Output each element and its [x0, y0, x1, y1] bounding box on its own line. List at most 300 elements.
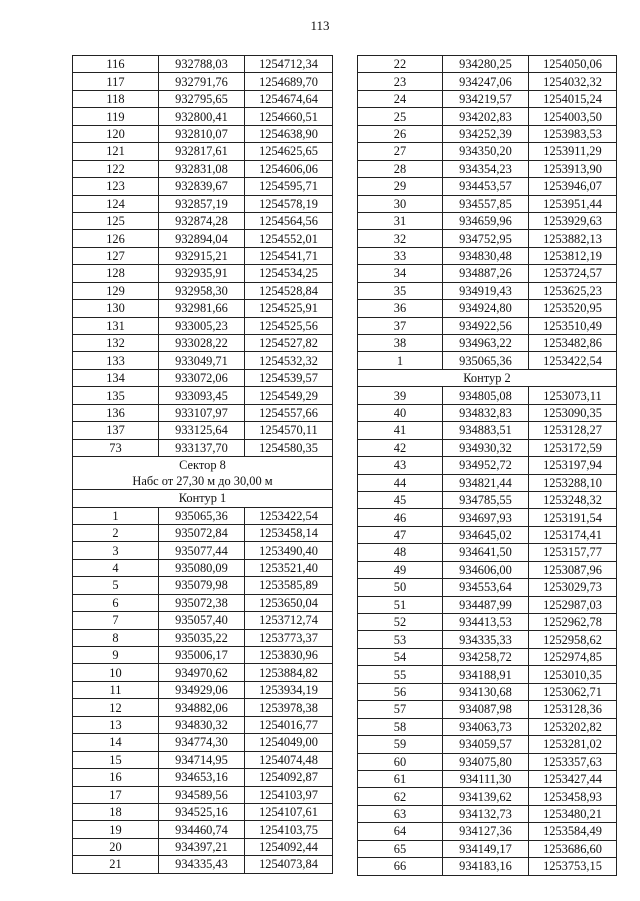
table-row [358, 422, 617, 439]
point-number-cell: 38 [358, 335, 443, 352]
point-number-cell: 48 [358, 544, 443, 561]
x-coordinate-cell: 932958,30 [159, 282, 245, 299]
y-coordinate-cell: 1254595,71 [245, 178, 333, 195]
x-coordinate-cell: 932874,28 [159, 212, 245, 229]
y-coordinate-cell: 1254578,19 [245, 195, 333, 212]
table-row [73, 699, 333, 716]
point-number-cell: 131 [73, 317, 159, 334]
point-number-cell: 122 [73, 160, 159, 177]
x-coordinate-cell: 933005,23 [159, 317, 245, 334]
table-row [73, 769, 333, 786]
point-number-cell: 9 [73, 647, 159, 664]
y-coordinate-cell: 1254015,24 [529, 90, 617, 107]
table-row [73, 73, 333, 90]
section-header-cell [73, 457, 333, 490]
x-coordinate-cell: 934280,25 [443, 56, 529, 73]
table-row [73, 125, 333, 142]
table-row [358, 178, 617, 195]
table-row [358, 247, 617, 264]
point-number-cell: 1 [73, 507, 159, 524]
point-number-cell: 35 [358, 282, 443, 299]
y-coordinate-cell: 1254016,77 [245, 716, 333, 733]
x-coordinate-cell: 933125,64 [159, 422, 245, 439]
table-row [73, 507, 333, 524]
table-row [73, 195, 333, 212]
point-number-cell: 46 [358, 509, 443, 526]
point-number-cell: 8 [73, 629, 159, 646]
x-coordinate-cell: 933049,71 [159, 352, 245, 369]
y-coordinate-cell: 1254549,29 [245, 387, 333, 404]
y-coordinate-cell: 1253753,15 [529, 858, 617, 875]
x-coordinate-cell: 932857,19 [159, 195, 245, 212]
y-coordinate-cell: 1254625,65 [245, 143, 333, 160]
point-number-cell: 24 [358, 90, 443, 107]
table-row [73, 108, 333, 125]
x-coordinate-cell: 934557,85 [443, 195, 529, 212]
y-coordinate-cell: 1253029,73 [529, 579, 617, 596]
section-header-row [73, 457, 333, 490]
point-number-cell: 62 [358, 788, 443, 805]
y-coordinate-cell: 1253951,44 [529, 195, 617, 212]
y-coordinate-cell: 1253128,36 [529, 701, 617, 718]
table-row [73, 821, 333, 838]
x-coordinate-cell: 932810,07 [159, 125, 245, 142]
table-row [358, 701, 617, 718]
point-number-cell: 54 [358, 648, 443, 665]
table-row [73, 300, 333, 317]
table-row [73, 751, 333, 768]
point-number-cell: 58 [358, 718, 443, 735]
x-coordinate-cell: 932981,66 [159, 300, 245, 317]
y-coordinate-cell: 1253087,96 [529, 561, 617, 578]
y-coordinate-cell: 1253978,38 [245, 699, 333, 716]
y-coordinate-cell: 1254107,61 [245, 803, 333, 820]
point-number-cell: 120 [73, 125, 159, 142]
y-coordinate-cell: 1253510,49 [529, 317, 617, 334]
point-number-cell: 36 [358, 300, 443, 317]
x-coordinate-cell: 934354,23 [443, 160, 529, 177]
table-row [73, 335, 333, 352]
point-number-cell: 29 [358, 178, 443, 195]
table-row [358, 404, 617, 421]
x-coordinate-cell: 934821,44 [443, 474, 529, 491]
x-coordinate-cell: 934929,06 [159, 681, 245, 698]
point-number-cell: 39 [358, 387, 443, 404]
y-coordinate-cell: 1254638,90 [245, 125, 333, 142]
x-coordinate-cell: 934882,06 [159, 699, 245, 716]
point-number-cell: 133 [73, 352, 159, 369]
section-header-cell [358, 369, 617, 386]
x-coordinate-cell: 932894,04 [159, 230, 245, 247]
table-row [358, 265, 617, 282]
x-coordinate-cell: 934653,16 [159, 769, 245, 786]
point-number-cell: 43 [358, 457, 443, 474]
x-coordinate-cell: 935077,44 [159, 542, 245, 559]
x-coordinate-cell: 934697,93 [443, 509, 529, 526]
point-number-cell: 127 [73, 247, 159, 264]
y-coordinate-cell: 1254606,06 [245, 160, 333, 177]
y-coordinate-cell: 1254564,56 [245, 212, 333, 229]
x-coordinate-cell: 934774,30 [159, 734, 245, 751]
point-number-cell: 47 [358, 526, 443, 543]
y-coordinate-cell: 1253010,35 [529, 666, 617, 683]
table-row [73, 212, 333, 229]
table-row [73, 664, 333, 681]
coordinates-table-right [357, 55, 617, 876]
point-number-cell: 52 [358, 614, 443, 631]
table-row [73, 577, 333, 594]
point-number-cell: 7 [73, 612, 159, 629]
table-row [358, 596, 617, 613]
table-row [358, 614, 617, 631]
point-number-cell: 42 [358, 439, 443, 456]
table-body-right [358, 56, 617, 876]
point-number-cell: 1 [358, 352, 443, 369]
table-row [358, 561, 617, 578]
section-title: Контур 1 [178, 491, 227, 506]
y-coordinate-cell: 1254689,70 [245, 73, 333, 90]
x-coordinate-cell: 934247,06 [443, 73, 529, 90]
y-coordinate-cell: 1252958,62 [529, 631, 617, 648]
table-row [73, 629, 333, 646]
y-coordinate-cell: 1253248,32 [529, 491, 617, 508]
table-row [358, 212, 617, 229]
x-coordinate-cell: 934252,39 [443, 125, 529, 142]
point-number-cell: 18 [73, 803, 159, 820]
point-number-cell: 6 [73, 594, 159, 611]
point-number-cell: 61 [358, 770, 443, 787]
point-number-cell: 5 [73, 577, 159, 594]
x-coordinate-cell: 934930,32 [443, 439, 529, 456]
y-coordinate-cell: 1252974,85 [529, 648, 617, 665]
y-coordinate-cell: 1253197,94 [529, 457, 617, 474]
table-row [73, 369, 333, 386]
y-coordinate-cell: 1253422,54 [245, 507, 333, 524]
point-number-cell: 20 [73, 838, 159, 855]
y-coordinate-cell: 1253062,71 [529, 683, 617, 700]
point-number-cell: 134 [73, 369, 159, 386]
x-coordinate-cell: 934413,53 [443, 614, 529, 631]
y-coordinate-cell: 1253983,53 [529, 125, 617, 142]
x-coordinate-cell: 934130,68 [443, 683, 529, 700]
y-coordinate-cell: 1253422,54 [529, 352, 617, 369]
point-number-cell: 56 [358, 683, 443, 700]
x-coordinate-cell: 934087,98 [443, 701, 529, 718]
y-coordinate-cell: 1254074,48 [245, 751, 333, 768]
table-row [358, 160, 617, 177]
y-coordinate-cell: 1254570,11 [245, 422, 333, 439]
point-number-cell: 44 [358, 474, 443, 491]
y-coordinate-cell: 1253281,02 [529, 736, 617, 753]
x-coordinate-cell: 934553,64 [443, 579, 529, 596]
x-coordinate-cell: 934063,73 [443, 718, 529, 735]
x-coordinate-cell: 934258,72 [443, 648, 529, 665]
x-coordinate-cell: 934832,83 [443, 404, 529, 421]
y-coordinate-cell: 1253174,41 [529, 526, 617, 543]
y-coordinate-cell: 1253172,59 [529, 439, 617, 456]
x-coordinate-cell: 932915,21 [159, 247, 245, 264]
table-row [73, 716, 333, 733]
point-number-cell: 73 [73, 439, 159, 456]
point-number-cell: 10 [73, 664, 159, 681]
table-row [73, 404, 333, 421]
y-coordinate-cell: 1252962,78 [529, 614, 617, 631]
table-row [73, 647, 333, 664]
y-coordinate-cell: 1253191,54 [529, 509, 617, 526]
y-coordinate-cell: 1254050,06 [529, 56, 617, 73]
y-coordinate-cell: 1253946,07 [529, 178, 617, 195]
table-row [73, 734, 333, 751]
table-row [358, 718, 617, 735]
y-coordinate-cell: 1253073,11 [529, 387, 617, 404]
table-row [358, 300, 617, 317]
table-row [358, 317, 617, 334]
section-title: Контур 2 [463, 371, 511, 386]
point-number-cell: 17 [73, 786, 159, 803]
table-row [358, 230, 617, 247]
x-coordinate-cell: 935065,36 [443, 352, 529, 369]
point-number-cell: 53 [358, 631, 443, 648]
x-coordinate-cell: 934149,17 [443, 840, 529, 857]
y-coordinate-cell: 1253090,35 [529, 404, 617, 421]
point-number-cell: 63 [358, 805, 443, 822]
table-row [358, 805, 617, 822]
y-coordinate-cell: 1253458,93 [529, 788, 617, 805]
point-number-cell: 65 [358, 840, 443, 857]
y-coordinate-cell: 1253521,40 [245, 559, 333, 576]
x-coordinate-cell: 934335,33 [443, 631, 529, 648]
x-coordinate-cell: 934659,96 [443, 212, 529, 229]
y-coordinate-cell: 1253884,82 [245, 664, 333, 681]
table-row [73, 856, 333, 873]
point-number-cell: 55 [358, 666, 443, 683]
y-coordinate-cell: 1253520,95 [529, 300, 617, 317]
table-body-left [73, 56, 333, 874]
x-coordinate-cell: 934487,99 [443, 596, 529, 613]
x-coordinate-cell: 934139,62 [443, 788, 529, 805]
x-coordinate-cell: 934645,02 [443, 526, 529, 543]
table-row [358, 579, 617, 596]
x-coordinate-cell: 932839,67 [159, 178, 245, 195]
table-row [73, 422, 333, 439]
y-coordinate-cell: 1254580,35 [245, 439, 333, 456]
point-number-cell: 49 [358, 561, 443, 578]
y-coordinate-cell: 1253584,49 [529, 823, 617, 840]
point-number-cell: 32 [358, 230, 443, 247]
table-row [73, 786, 333, 803]
y-coordinate-cell: 1253830,96 [245, 647, 333, 664]
x-coordinate-cell: 932800,41 [159, 108, 245, 125]
section-header-row [358, 369, 617, 386]
x-coordinate-cell: 934830,32 [159, 716, 245, 733]
x-coordinate-cell: 935072,84 [159, 524, 245, 541]
x-coordinate-cell: 934132,73 [443, 805, 529, 822]
point-number-cell: 41 [358, 422, 443, 439]
x-coordinate-cell: 934183,16 [443, 858, 529, 875]
point-number-cell: 126 [73, 230, 159, 247]
x-coordinate-cell: 934589,56 [159, 786, 245, 803]
table-row [358, 439, 617, 456]
x-coordinate-cell: 935035,22 [159, 629, 245, 646]
table-row [358, 770, 617, 787]
table-row [358, 683, 617, 700]
point-number-cell: 37 [358, 317, 443, 334]
section-header-cell [73, 490, 333, 507]
y-coordinate-cell: 1254557,66 [245, 404, 333, 421]
point-number-cell: 14 [73, 734, 159, 751]
x-coordinate-cell: 934641,50 [443, 544, 529, 561]
y-coordinate-cell: 1253882,13 [529, 230, 617, 247]
table-row [73, 282, 333, 299]
table-row [358, 352, 617, 369]
table-row [358, 90, 617, 107]
y-coordinate-cell: 1254103,75 [245, 821, 333, 838]
point-number-cell: 59 [358, 736, 443, 753]
y-coordinate-cell: 1254525,91 [245, 300, 333, 317]
point-number-cell: 128 [73, 265, 159, 282]
table-row [358, 56, 617, 73]
point-number-cell: 22 [358, 56, 443, 73]
point-number-cell: 121 [73, 143, 159, 160]
x-coordinate-cell: 934887,26 [443, 265, 529, 282]
point-number-cell: 123 [73, 178, 159, 195]
table-row [358, 753, 617, 770]
table-row [358, 648, 617, 665]
y-coordinate-cell: 1254532,32 [245, 352, 333, 369]
x-coordinate-cell: 935080,09 [159, 559, 245, 576]
point-number-cell: 26 [358, 125, 443, 142]
table-row [358, 457, 617, 474]
table-row [358, 282, 617, 299]
y-coordinate-cell: 1253157,77 [529, 544, 617, 561]
x-coordinate-cell: 935065,36 [159, 507, 245, 524]
table-row [73, 90, 333, 107]
y-coordinate-cell: 1254103,97 [245, 786, 333, 803]
x-coordinate-cell: 932791,76 [159, 73, 245, 90]
y-coordinate-cell: 1253288,10 [529, 474, 617, 491]
section-header-row [73, 490, 333, 507]
y-coordinate-cell: 1253427,44 [529, 770, 617, 787]
point-number-cell: 11 [73, 681, 159, 698]
table-row [358, 335, 617, 352]
x-coordinate-cell: 932795,65 [159, 90, 245, 107]
x-coordinate-cell: 932788,03 [159, 56, 245, 73]
y-coordinate-cell: 1254003,50 [529, 108, 617, 125]
table-row [73, 56, 333, 73]
point-number-cell: 27 [358, 143, 443, 160]
x-coordinate-cell: 934970,62 [159, 664, 245, 681]
point-number-cell: 117 [73, 73, 159, 90]
x-coordinate-cell: 933107,97 [159, 404, 245, 421]
point-number-cell: 28 [358, 160, 443, 177]
table-row [358, 526, 617, 543]
table-row [73, 524, 333, 541]
point-number-cell: 21 [73, 856, 159, 873]
y-coordinate-cell: 1253650,04 [245, 594, 333, 611]
x-coordinate-cell: 934830,48 [443, 247, 529, 264]
x-coordinate-cell: 934714,95 [159, 751, 245, 768]
x-coordinate-cell: 932831,08 [159, 160, 245, 177]
table-row [358, 823, 617, 840]
table-row [73, 317, 333, 334]
x-coordinate-cell: 934059,57 [443, 736, 529, 753]
point-number-cell: 2 [73, 524, 159, 541]
table-row [73, 439, 333, 456]
y-coordinate-cell: 1254712,34 [245, 56, 333, 73]
point-number-cell: 25 [358, 108, 443, 125]
y-coordinate-cell: 1253490,40 [245, 542, 333, 559]
y-coordinate-cell: 1253128,27 [529, 422, 617, 439]
table-row [358, 509, 617, 526]
x-coordinate-cell: 932935,91 [159, 265, 245, 282]
x-coordinate-cell: 934952,72 [443, 457, 529, 474]
point-number-cell: 119 [73, 108, 159, 125]
x-coordinate-cell: 934606,00 [443, 561, 529, 578]
point-number-cell: 4 [73, 559, 159, 576]
point-number-cell: 45 [358, 491, 443, 508]
table-row [73, 160, 333, 177]
y-coordinate-cell: 1253773,37 [245, 629, 333, 646]
table-row [358, 631, 617, 648]
table-row [358, 474, 617, 491]
x-coordinate-cell: 934883,51 [443, 422, 529, 439]
point-number-cell: 30 [358, 195, 443, 212]
y-coordinate-cell: 1254032,32 [529, 73, 617, 90]
y-coordinate-cell: 1254660,51 [245, 108, 333, 125]
y-coordinate-cell: 1253686,60 [529, 840, 617, 857]
table-row [73, 352, 333, 369]
x-coordinate-cell: 933137,70 [159, 439, 245, 456]
x-coordinate-cell: 933028,22 [159, 335, 245, 352]
point-number-cell: 13 [73, 716, 159, 733]
table-row [73, 230, 333, 247]
x-coordinate-cell: 934397,21 [159, 838, 245, 855]
table-row [73, 542, 333, 559]
point-number-cell: 130 [73, 300, 159, 317]
point-number-cell: 57 [358, 701, 443, 718]
table-row [358, 840, 617, 857]
point-number-cell: 19 [73, 821, 159, 838]
y-coordinate-cell: 1253812,19 [529, 247, 617, 264]
y-coordinate-cell: 1254092,87 [245, 769, 333, 786]
table-row [358, 788, 617, 805]
table-row [358, 387, 617, 404]
point-number-cell: 31 [358, 212, 443, 229]
point-number-cell: 125 [73, 212, 159, 229]
table-row [358, 195, 617, 212]
point-number-cell: 33 [358, 247, 443, 264]
y-coordinate-cell: 1253724,57 [529, 265, 617, 282]
y-coordinate-cell: 1253911,29 [529, 143, 617, 160]
point-number-cell: 132 [73, 335, 159, 352]
table-row [358, 858, 617, 875]
point-number-cell: 137 [73, 422, 159, 439]
x-coordinate-cell: 934924,80 [443, 300, 529, 317]
point-number-cell: 116 [73, 56, 159, 73]
table-row [73, 178, 333, 195]
y-coordinate-cell: 1254525,56 [245, 317, 333, 334]
table-row [73, 265, 333, 282]
y-coordinate-cell: 1254073,84 [245, 856, 333, 873]
y-coordinate-cell: 1254539,57 [245, 369, 333, 386]
point-number-cell: 129 [73, 282, 159, 299]
section-title: Сектор 8 [179, 458, 226, 473]
table-row [358, 125, 617, 142]
x-coordinate-cell: 935072,38 [159, 594, 245, 611]
page-number: 113 [310, 18, 330, 33]
x-coordinate-cell: 934785,55 [443, 491, 529, 508]
y-coordinate-cell: 1254527,82 [245, 335, 333, 352]
